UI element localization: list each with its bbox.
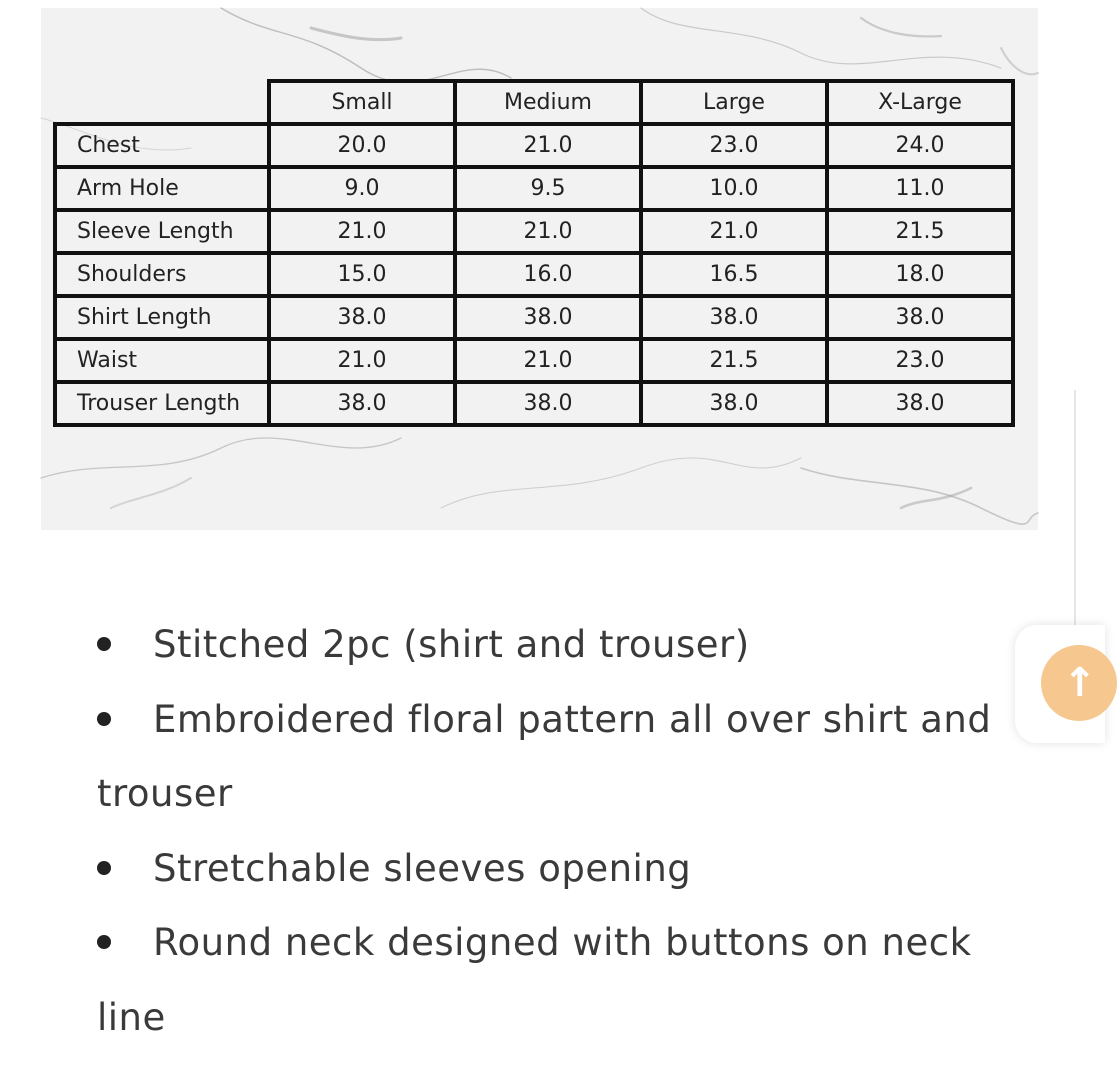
measurement-label: Sleeve Length (55, 210, 269, 253)
floating-widget[interactable] (1015, 625, 1105, 743)
measurement-label: Chest (55, 124, 269, 167)
size-header: Medium (455, 81, 641, 124)
size-chart-image (41, 8, 1038, 530)
table-row (55, 167, 1013, 210)
measurement-label: Shirt Length (55, 296, 269, 339)
measurement-value: 38.0 (641, 382, 827, 425)
measurement-value: 21.0 (269, 210, 455, 253)
table-row (55, 382, 1013, 425)
measurement-value: 23.0 (641, 124, 827, 167)
measurement-value: 16.0 (455, 253, 641, 296)
measurement-value: 21.5 (641, 339, 827, 382)
bullet-icon (97, 861, 111, 875)
measurement-value: 9.5 (455, 167, 641, 210)
bullet-icon (97, 637, 111, 651)
measurement-value: 21.0 (641, 210, 827, 253)
feature-list (97, 608, 997, 1055)
table-row (55, 253, 1013, 296)
measurement-value: 38.0 (827, 382, 1013, 425)
measurement-value: 18.0 (827, 253, 1013, 296)
list-item (97, 683, 997, 832)
measurement-value: 10.0 (641, 167, 827, 210)
measurement-value: 38.0 (269, 382, 455, 425)
list-item (97, 906, 997, 1055)
measurement-label: Trouser Length (55, 382, 269, 425)
size-header: Large (641, 81, 827, 124)
size-chart-table (53, 79, 1015, 427)
measurement-label: Waist (55, 339, 269, 382)
measurement-value: 21.5 (827, 210, 1013, 253)
size-header-row (55, 81, 1013, 124)
measurement-value: 21.0 (269, 339, 455, 382)
measurement-value: 23.0 (827, 339, 1013, 382)
bullet-icon (97, 712, 111, 726)
measurement-value: 38.0 (641, 296, 827, 339)
feature-text: Stretchable sleeves opening (153, 846, 692, 890)
measurement-value: 9.0 (269, 167, 455, 210)
table-row (55, 339, 1013, 382)
list-item (97, 832, 997, 907)
table-row (55, 210, 1013, 253)
measurement-value: 21.0 (455, 210, 641, 253)
table-row (55, 296, 1013, 339)
table-corner (55, 81, 269, 124)
measurement-value: 38.0 (455, 382, 641, 425)
feature-text: Stitched 2pc (shirt and trouser) (153, 623, 750, 666)
measurement-value: 21.0 (455, 124, 641, 167)
size-header: X-Large (827, 81, 1013, 124)
list-item (97, 608, 997, 683)
measurement-value: 11.0 (827, 167, 1013, 210)
measurement-value: 21.0 (455, 339, 641, 382)
measurement-label: Shoulders (55, 253, 269, 296)
measurement-value: 15.0 (269, 253, 455, 296)
size-header: Small (269, 81, 455, 124)
measurement-value: 38.0 (455, 296, 641, 339)
measurement-value: 38.0 (269, 296, 455, 339)
table-row (55, 124, 1013, 167)
measurement-label: Arm Hole (55, 167, 269, 210)
scroll-to-top-icon[interactable]: ↑ (1041, 645, 1117, 721)
measurement-value: 38.0 (827, 296, 1013, 339)
feature-text: Embroidered floral pattern all over shirt and trouser (97, 697, 992, 815)
measurement-value: 20.0 (269, 124, 455, 167)
bullet-icon (97, 935, 111, 949)
feature-text: Round neck designed with buttons on neck line (97, 921, 972, 1039)
measurement-value: 24.0 (827, 124, 1013, 167)
measurement-value: 16.5 (641, 253, 827, 296)
